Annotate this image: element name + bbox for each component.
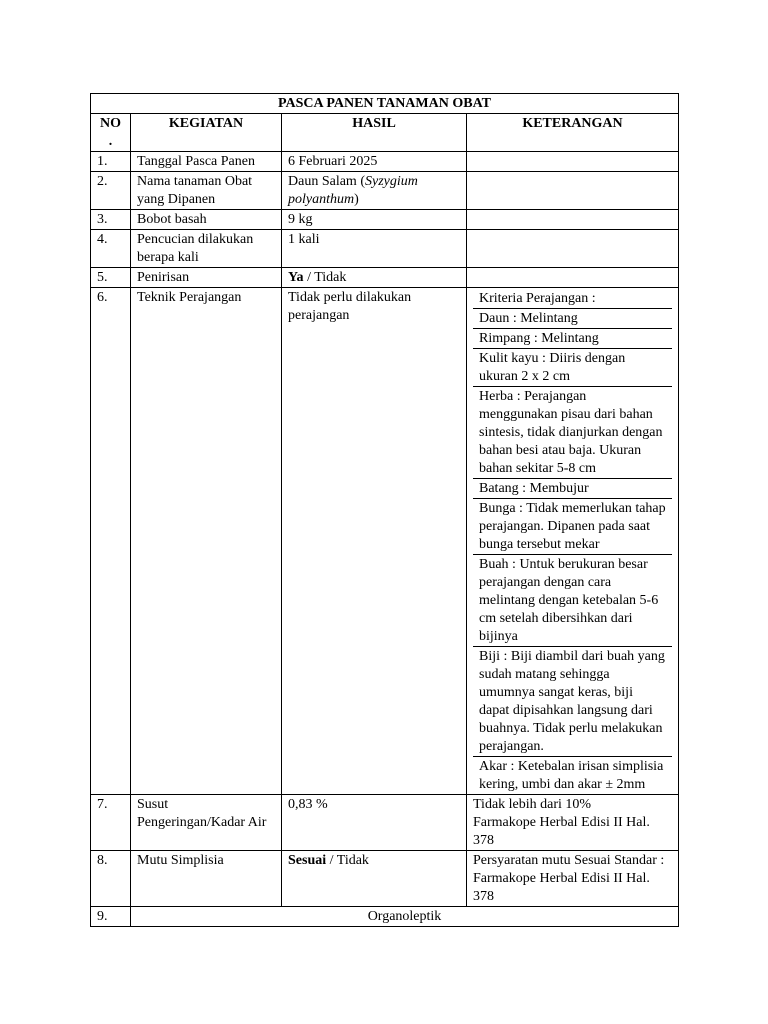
kegiatan-cell: Pencucian dilakukan berapa kali	[131, 230, 282, 268]
table-row	[91, 907, 679, 927]
header-no: NO .	[91, 114, 131, 152]
row-number: 8.	[91, 851, 131, 907]
keterangan-cell: Persyaratan mutu Sesuai Standar : Farmakope Herbal Edisi II Hal. 378	[467, 851, 679, 907]
pasca-panen-table	[90, 93, 679, 927]
kegiatan-cell: Teknik Perajangan	[131, 288, 282, 795]
kriteria-item: Kulit kayu : Diiris dengan ukuran 2 x 2 cm	[473, 349, 672, 387]
table-row	[91, 152, 679, 172]
hasil-cell: 1 kali	[282, 230, 467, 268]
keterangan-cell: Tidak lebih dari 10% Farmakope Herbal Edisi II Hal. 378	[467, 795, 679, 851]
keterangan-cell	[467, 210, 679, 230]
header-hasil: HASIL	[282, 114, 467, 152]
header-keterangan: KETERANGAN	[467, 114, 679, 152]
row-number: 2.	[91, 172, 131, 210]
kriteria-item: Buah : Untuk berukuran besar perajangan dengan cara melintang dengan ketebalan 5-6 cm setelah dibersihkan dari bijinya	[473, 555, 672, 647]
hasil-cell: Ya / Tidak	[282, 268, 467, 288]
hasil-cell: Daun Salam (Syzygium polyanthum)	[282, 172, 467, 210]
keterangan-cell	[467, 230, 679, 268]
kriteria-item: Akar : Ketebalan irisan simplisia kering, umbi dan akar ± 2mm	[479, 759, 664, 792]
keterangan-cell	[467, 268, 679, 288]
species-name: Syzygium polyanthum	[288, 174, 418, 207]
row-number: 5.	[91, 268, 131, 288]
kriteria-item: Biji : Biji diambil dari buah yang sudah matang sehingga umumnya sangat keras, biji dapat dipisahkan langsung dari buahnya. Tidak perlu melakukan perajangan.	[473, 647, 672, 757]
kriteria-perajangan-list	[473, 289, 672, 794]
table-row	[91, 268, 679, 288]
keterangan-cell	[467, 172, 679, 210]
kegiatan-cell: Tanggal Pasca Panen	[131, 152, 282, 172]
keterangan-cell	[467, 288, 679, 795]
row-number: 6.	[91, 288, 131, 795]
hasil-cell: Tidak perlu dilakukan perajangan	[282, 288, 467, 795]
row-number: 3.	[91, 210, 131, 230]
kriteria-item: Herba : Perajangan menggunakan pisau dari bahan sintesis, tidak dianjurkan dengan bahan besi atau baja. Ukuran bahan sekitar 5-8 cm	[473, 387, 672, 479]
row-number: 7.	[91, 795, 131, 851]
hasil-cell: 9 kg	[282, 210, 467, 230]
hasil-cell: 0,83 %	[282, 795, 467, 851]
kegiatan-cell: Nama tanaman Obat yang Dipanen	[131, 172, 282, 210]
kriteria-item: Bunga : Tidak memerlukan tahap perajangan. Dipanen pada saat bunga tersebut mekar	[473, 499, 672, 555]
kriteria-item: Batang : Membujur	[473, 479, 672, 499]
selected-option: Sesuai	[288, 853, 327, 868]
table-row	[91, 172, 679, 210]
kegiatan-cell: Bobot basah	[131, 210, 282, 230]
table-row	[91, 210, 679, 230]
row-number: 9.	[91, 907, 131, 927]
row-number: 1.	[91, 152, 131, 172]
organoleptik-cell: Organoleptik	[131, 907, 679, 927]
table-row	[91, 795, 679, 851]
kegiatan-cell: Susut Pengeringan/Kadar Air	[131, 795, 282, 851]
kriteria-item: Kriteria Perajangan :	[473, 289, 672, 309]
hasil-cell: Sesuai / Tidak	[282, 851, 467, 907]
table-title: PASCA PANEN TANAMAN OBAT	[91, 94, 679, 114]
table-row	[91, 230, 679, 268]
table-row	[91, 288, 679, 795]
selected-option: Ya	[288, 270, 304, 285]
header-kegiatan: KEGIATAN	[131, 114, 282, 152]
keterangan-cell	[467, 152, 679, 172]
table-row	[91, 851, 679, 907]
kriteria-item: Rimpang : Melintang	[473, 329, 672, 349]
hasil-cell: 6 Februari 2025	[282, 152, 467, 172]
row-number: 4.	[91, 230, 131, 268]
kriteria-item: Daun : Melintang	[473, 309, 672, 329]
header-row	[91, 114, 679, 152]
kegiatan-cell: Penirisan	[131, 268, 282, 288]
kegiatan-cell: Mutu Simplisia	[131, 851, 282, 907]
